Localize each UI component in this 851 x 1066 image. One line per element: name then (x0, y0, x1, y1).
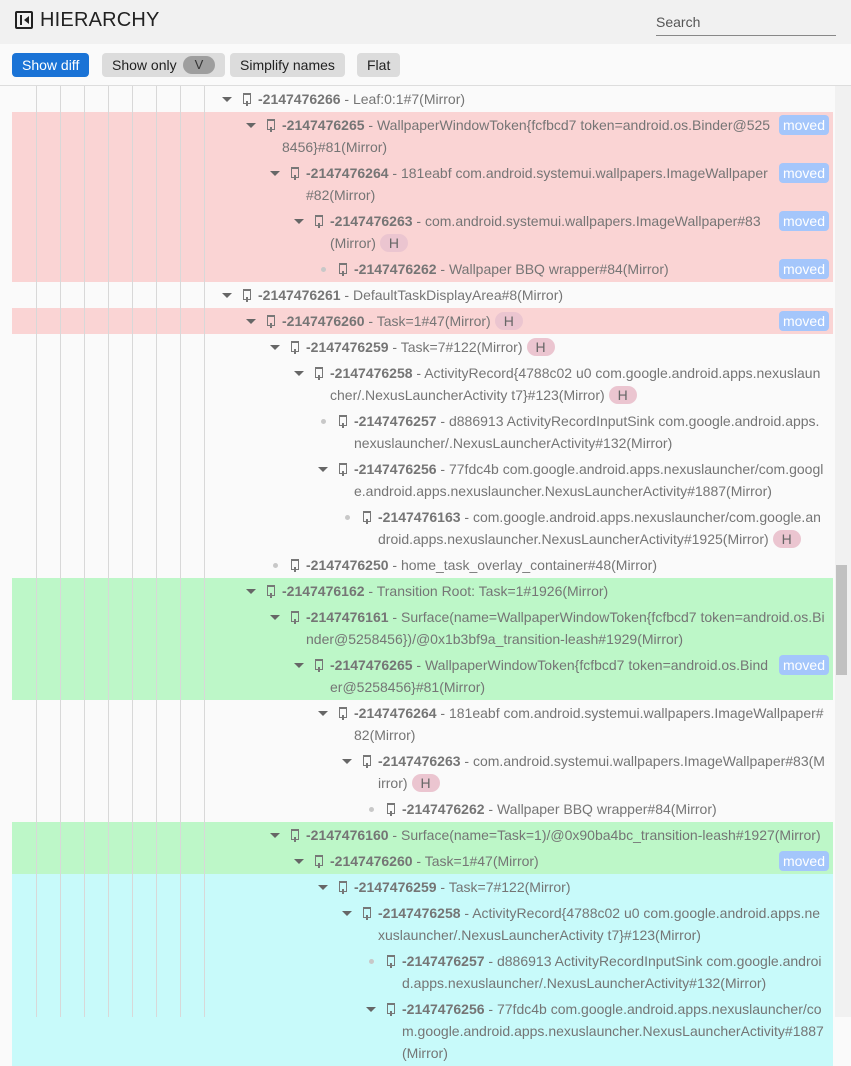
moved-badge: moved (779, 851, 829, 871)
node-label: -2147476256 - 77fdc4b com.google.android.apps.nexuslauncher/com.google.android.apps.nexuslauncher.NexusLauncherActivity#1887(Mirror) (402, 1001, 824, 1061)
node-id: -2147476261 (258, 287, 341, 303)
node-name: d886913 ActivityRecordInputSink com.google.android.apps.nexuslauncher/.NexusLauncherActivity#132(Mirror) (402, 953, 822, 991)
node-label: -2147476263 - com.android.systemui.wallpapers.ImageWallpaper#83(Mirror) H (330, 213, 761, 251)
node-name: Surface(name=WallpaperWindowToken{fcfbcd7 token=android.os.Binder@5258456})/@0x1b3bf9a_transition-leash#1929(Mirror) (306, 609, 825, 647)
tree-guide-line (156, 86, 157, 1017)
tree-node[interactable] (12, 604, 833, 652)
node-id: -2147476258 (330, 365, 413, 381)
expand-arrow-icon[interactable] (360, 998, 384, 1020)
expand-arrow-icon[interactable] (240, 310, 264, 332)
show-only-button[interactable] (102, 53, 225, 77)
leaf-dot-icon (264, 554, 288, 576)
node-id: -2147476257 (354, 413, 437, 429)
node-label: -2147476260 - Task=1#47(Mirror) (330, 853, 539, 869)
pin-icon[interactable] (264, 114, 282, 136)
leaf-dot-icon (360, 950, 384, 972)
tree-node[interactable] (12, 822, 833, 848)
node-id: -2147476162 (282, 583, 365, 599)
pin-icon[interactable] (384, 798, 402, 820)
expand-arrow-icon[interactable] (288, 362, 312, 384)
tree-node[interactable] (12, 874, 833, 900)
node-label: -2147476160 - Surface(name=Task=1)/@0x90ba4bc_transition-leash#1927(Mirror) (306, 827, 821, 843)
node-name: com.android.systemui.wallpapers.ImageWallpaper#83(Mirror) (330, 213, 761, 251)
node-label: -2147476265 - WallpaperWindowToken{fcfbcd7 token=android.os.Binder@5258456}#81(Mirror) (282, 117, 771, 155)
pin-icon[interactable] (288, 606, 306, 628)
node-label: -2147476262 - Wallpaper BBQ wrapper#84(Mirror) (354, 261, 669, 277)
node-label: -2147476257 - d886913 ActivityRecordInputSink com.google.android.apps.nexuslauncher/.NexusLauncherActivity#132(Mirror) (354, 413, 820, 451)
node-label: -2147476256 - 77fdc4b com.google.android.apps.nexuslauncher/com.google.android.apps.nexuslauncher.NexusLauncherActivity#1887(Mirror) (354, 461, 824, 499)
tree-node[interactable] (12, 86, 833, 112)
tree-node[interactable] (12, 160, 833, 208)
node-label: -2147476261 - DefaultTaskDisplayArea#8(Mirror) (258, 287, 564, 303)
moved-badge: moved (779, 115, 829, 135)
pin-icon[interactable] (360, 506, 378, 528)
expand-arrow-icon[interactable] (240, 114, 264, 136)
node-name: home_task_overlay_container#48(Mirror) (400, 557, 657, 573)
tree-node[interactable] (12, 334, 833, 360)
expand-arrow-icon[interactable] (216, 88, 240, 110)
node-label: -2147476161 - Surface(name=WallpaperWindowToken{fcfbcd7 token=android.os.Binder@5258456})/@0x1b3bf9a_transition-leash#1929(Mirror) (306, 609, 825, 647)
node-label: -2147476260 - Task=1#47(Mirror) H (282, 310, 773, 332)
node-name: d886913 ActivityRecordInputSink com.google.android.apps.nexuslauncher/.NexusLauncherActivity#132(Mirror) (354, 413, 820, 451)
node-id: -2147476263 (330, 213, 413, 229)
node-id: -2147476256 (402, 1001, 485, 1017)
expand-arrow-icon[interactable] (312, 702, 336, 724)
node-id: -2147476264 (354, 705, 437, 721)
tree-node[interactable] (12, 112, 833, 160)
tree-node[interactable] (12, 996, 833, 1066)
expand-arrow-icon[interactable] (336, 750, 360, 772)
node-label: -2147476163 - com.google.android.apps.nexuslauncher/com.google.android.apps.nexuslauncher.NexusLauncherActivity#1925(Mirror) H (378, 509, 821, 547)
node-name: com.android.systemui.wallpapers.ImageWallpaper#83(Mirror) (378, 753, 825, 791)
tree-node[interactable] (12, 456, 833, 504)
leaf-dot-icon (360, 798, 384, 820)
pin-icon[interactable] (288, 824, 306, 846)
hidden-badge: H (773, 530, 801, 548)
node-id: -2147476264 (306, 165, 389, 181)
moved-badge: moved (779, 655, 829, 675)
expand-arrow-icon[interactable] (264, 336, 288, 358)
node-label: -2147476162 - Transition Root: Task=1#1926(Mirror) (282, 583, 609, 599)
collapse-panel-icon[interactable] (15, 11, 33, 29)
node-id: -2147476250 (306, 557, 389, 573)
node-name: 181eabf com.android.systemui.wallpapers.ImageWallpaper#82(Mirror) (306, 165, 768, 203)
node-id: -2147476260 (282, 313, 365, 329)
pin-icon[interactable] (240, 88, 258, 110)
node-name: com.google.android.apps.nexuslauncher/com.google.android.apps.nexuslauncher.NexusLauncherActivity#1925(Mirror) (378, 509, 821, 547)
pin-icon[interactable] (360, 902, 378, 924)
pin-icon[interactable] (384, 950, 402, 972)
node-name: Task=7#122(Mirror) (448, 879, 571, 895)
node-name: WallpaperWindowToken{fcfbcd7 token=android.os.Binder@5258456}#81(Mirror) (330, 657, 769, 695)
node-id: -2147476265 (282, 117, 365, 133)
pin-icon[interactable] (312, 362, 330, 384)
node-name: Task=1#47(Mirror) (376, 313, 491, 329)
tree-guide-line (84, 86, 85, 1017)
tree-node[interactable] (12, 796, 833, 822)
expand-arrow-icon[interactable] (312, 876, 336, 898)
pin-icon[interactable] (384, 998, 402, 1020)
tree-guide-line (180, 86, 181, 1017)
node-name: ActivityRecord{4788c02 u0 com.google.android.apps.nexuslauncher/.NexusLauncherActivity t7}#123(Mirror) (378, 905, 821, 943)
tree-node[interactable] (12, 652, 833, 700)
node-name: Task=1#47(Mirror) (424, 853, 539, 869)
node-label: -2147476262 - Wallpaper BBQ wrapper#84(Mirror) (402, 801, 717, 817)
hidden-badge: H (527, 338, 555, 356)
expand-arrow-icon[interactable] (240, 580, 264, 602)
node-id: -2147476260 (330, 853, 413, 869)
hierarchy-header (0, 0, 851, 44)
flat-label: Flat (367, 57, 391, 73)
simplify-names-label: Simplify names (240, 57, 335, 73)
tree-node[interactable] (12, 578, 833, 604)
tree-node[interactable] (12, 700, 833, 748)
node-name: Leaf:0:1#7(Mirror) (352, 91, 466, 107)
show-only-chip[interactable]: V (183, 56, 216, 74)
node-id: -2147476256 (354, 461, 437, 477)
tree-guide-line (60, 86, 61, 1017)
node-name: Wallpaper BBQ wrapper#84(Mirror) (448, 261, 669, 277)
tree-node[interactable] (12, 360, 833, 408)
tree-node[interactable] (12, 256, 833, 282)
leaf-dot-icon (312, 410, 336, 432)
node-label: -2147476259 - Task=7#122(Mirror) H (306, 336, 829, 358)
node-id: -2147476258 (378, 905, 461, 921)
node-label: -2147476259 - Task=7#122(Mirror) (354, 879, 571, 895)
tree-node[interactable] (12, 900, 833, 948)
node-name: Surface(name=Task=1)/@0x90ba4bc_transition-leash#1927(Mirror) (400, 827, 821, 843)
tree-node[interactable] (12, 552, 833, 578)
hidden-badge: H (609, 386, 637, 404)
tree-node[interactable] (12, 848, 833, 874)
node-label: -2147476263 - com.android.systemui.wallpapers.ImageWallpaper#83(Mirror) H (378, 753, 825, 791)
leaf-dot-icon (312, 258, 336, 280)
node-name: Transition Root: Task=1#1926(Mirror) (376, 583, 609, 599)
tree-node[interactable] (12, 748, 833, 796)
expand-arrow-icon[interactable] (264, 606, 288, 628)
show-diff-label: Show diff (22, 57, 80, 73)
pin-icon[interactable] (288, 554, 306, 576)
node-name: DefaultTaskDisplayArea#8(Mirror) (352, 287, 564, 303)
pin-icon[interactable] (312, 654, 330, 676)
pin-icon[interactable] (336, 876, 354, 898)
scrollbar[interactable] (835, 86, 851, 1017)
expand-arrow-icon[interactable] (336, 902, 360, 924)
expand-arrow-icon[interactable] (288, 850, 312, 872)
node-label: -2147476264 - 181eabf com.android.systemui.wallpapers.ImageWallpaper#82(Mirror) (354, 705, 824, 743)
expand-arrow-icon[interactable] (288, 654, 312, 676)
expand-arrow-icon[interactable] (264, 162, 288, 184)
pin-icon[interactable] (288, 336, 306, 358)
scrollbar-thumb[interactable] (836, 565, 847, 675)
pin-icon[interactable] (360, 750, 378, 772)
node-label: -2147476258 - ActivityRecord{4788c02 u0 com.google.android.apps.nexuslauncher/.NexusLauncherActivity t7}#123(Mirror) (378, 905, 821, 943)
tree-node[interactable] (12, 948, 833, 996)
node-id: -2147476257 (402, 953, 485, 969)
flat-button[interactable] (357, 53, 400, 77)
pin-icon[interactable] (240, 284, 258, 306)
expand-arrow-icon[interactable] (216, 284, 240, 306)
node-label: -2147476257 - d886913 ActivityRecordInputSink com.google.android.apps.nexuslauncher/.NexusLauncherActivity#132(Mirror) (402, 953, 822, 991)
search-input[interactable] (656, 8, 836, 36)
pin-icon[interactable] (336, 458, 354, 480)
tree-node[interactable] (12, 308, 833, 334)
node-label: -2147476265 - WallpaperWindowToken{fcfbcd7 token=android.os.Binder@5258456}#81(Mirror) (330, 657, 769, 695)
tree-guide-line (108, 86, 109, 1017)
node-id: -2147476262 (354, 261, 437, 277)
node-id: -2147476160 (306, 827, 389, 843)
node-id: -2147476259 (354, 879, 437, 895)
hidden-badge: H (412, 774, 440, 792)
node-name: 77fdc4b com.google.android.apps.nexuslauncher/com.google.android.apps.nexuslauncher.NexusLauncherActivity#1887(Mirror) (354, 461, 824, 499)
tree-node[interactable] (12, 504, 833, 552)
show-only-label: Show only (112, 57, 177, 73)
show-diff-button[interactable] (12, 53, 89, 77)
tree-guide-line (36, 86, 37, 1017)
node-label: -2147476266 - Leaf:0:1#7(Mirror) (258, 91, 466, 107)
moved-badge: moved (779, 211, 829, 231)
pin-icon[interactable] (336, 702, 354, 724)
leaf-dot-icon (336, 506, 360, 528)
tree-guide-line (132, 86, 133, 1017)
node-id: -2147476259 (306, 339, 389, 355)
expand-arrow-icon[interactable] (264, 824, 288, 846)
tree-node[interactable] (12, 282, 833, 308)
pin-icon[interactable] (312, 850, 330, 872)
node-id: -2147476266 (258, 91, 341, 107)
node-name: Wallpaper BBQ wrapper#84(Mirror) (496, 801, 717, 817)
moved-badge: moved (779, 311, 829, 331)
expand-arrow-icon[interactable] (288, 210, 312, 232)
node-id: -2147476262 (402, 801, 485, 817)
node-name: 181eabf com.android.systemui.wallpapers.ImageWallpaper#82(Mirror) (354, 705, 824, 743)
node-name: 77fdc4b com.google.android.apps.nexuslauncher/com.google.android.apps.nexuslauncher.NexusLauncherActivity#1887(Mirror) (402, 1001, 824, 1061)
tree-node[interactable] (12, 408, 833, 456)
node-label: -2147476250 - home_task_overlay_container#48(Mirror) (306, 557, 657, 573)
moved-badge: moved (779, 163, 829, 183)
expand-arrow-icon[interactable] (312, 458, 336, 480)
pin-icon[interactable] (288, 162, 306, 184)
hierarchy-tree (0, 86, 833, 1061)
panel-title: HIERARCHY (40, 9, 160, 31)
node-label: -2147476264 - 181eabf com.android.systemui.wallpapers.ImageWallpaper#82(Mirror) (306, 165, 768, 203)
pin-icon[interactable] (336, 410, 354, 432)
node-name: Task=7#122(Mirror) (400, 339, 523, 355)
node-id: -2147476161 (306, 609, 389, 625)
pin-icon[interactable] (312, 210, 330, 232)
hidden-badge: H (380, 234, 408, 252)
tree-guide-line (204, 86, 205, 1017)
tree-node[interactable] (12, 208, 833, 256)
simplify-names-button[interactable] (230, 53, 345, 77)
node-name: WallpaperWindowToken{fcfbcd7 token=android.os.Binder@5258456}#81(Mirror) (282, 117, 771, 155)
node-id: -2147476163 (378, 509, 461, 525)
pin-icon[interactable] (336, 258, 354, 280)
pin-icon[interactable] (264, 580, 282, 602)
node-name: ActivityRecord{4788c02 u0 com.google.android.apps.nexuslauncher/.NexusLauncherActivity t7}#123(Mirror) (330, 365, 821, 403)
node-id: -2147476265 (330, 657, 413, 673)
hidden-badge: H (495, 312, 523, 330)
node-id: -2147476263 (378, 753, 461, 769)
moved-badge: moved (779, 259, 829, 279)
node-label: -2147476258 - ActivityRecord{4788c02 u0 com.google.android.apps.nexuslauncher/.NexusLauncherActivity t7}#123(Mirror) H (330, 365, 821, 403)
toolbar (0, 44, 851, 86)
pin-icon[interactable] (264, 310, 282, 332)
